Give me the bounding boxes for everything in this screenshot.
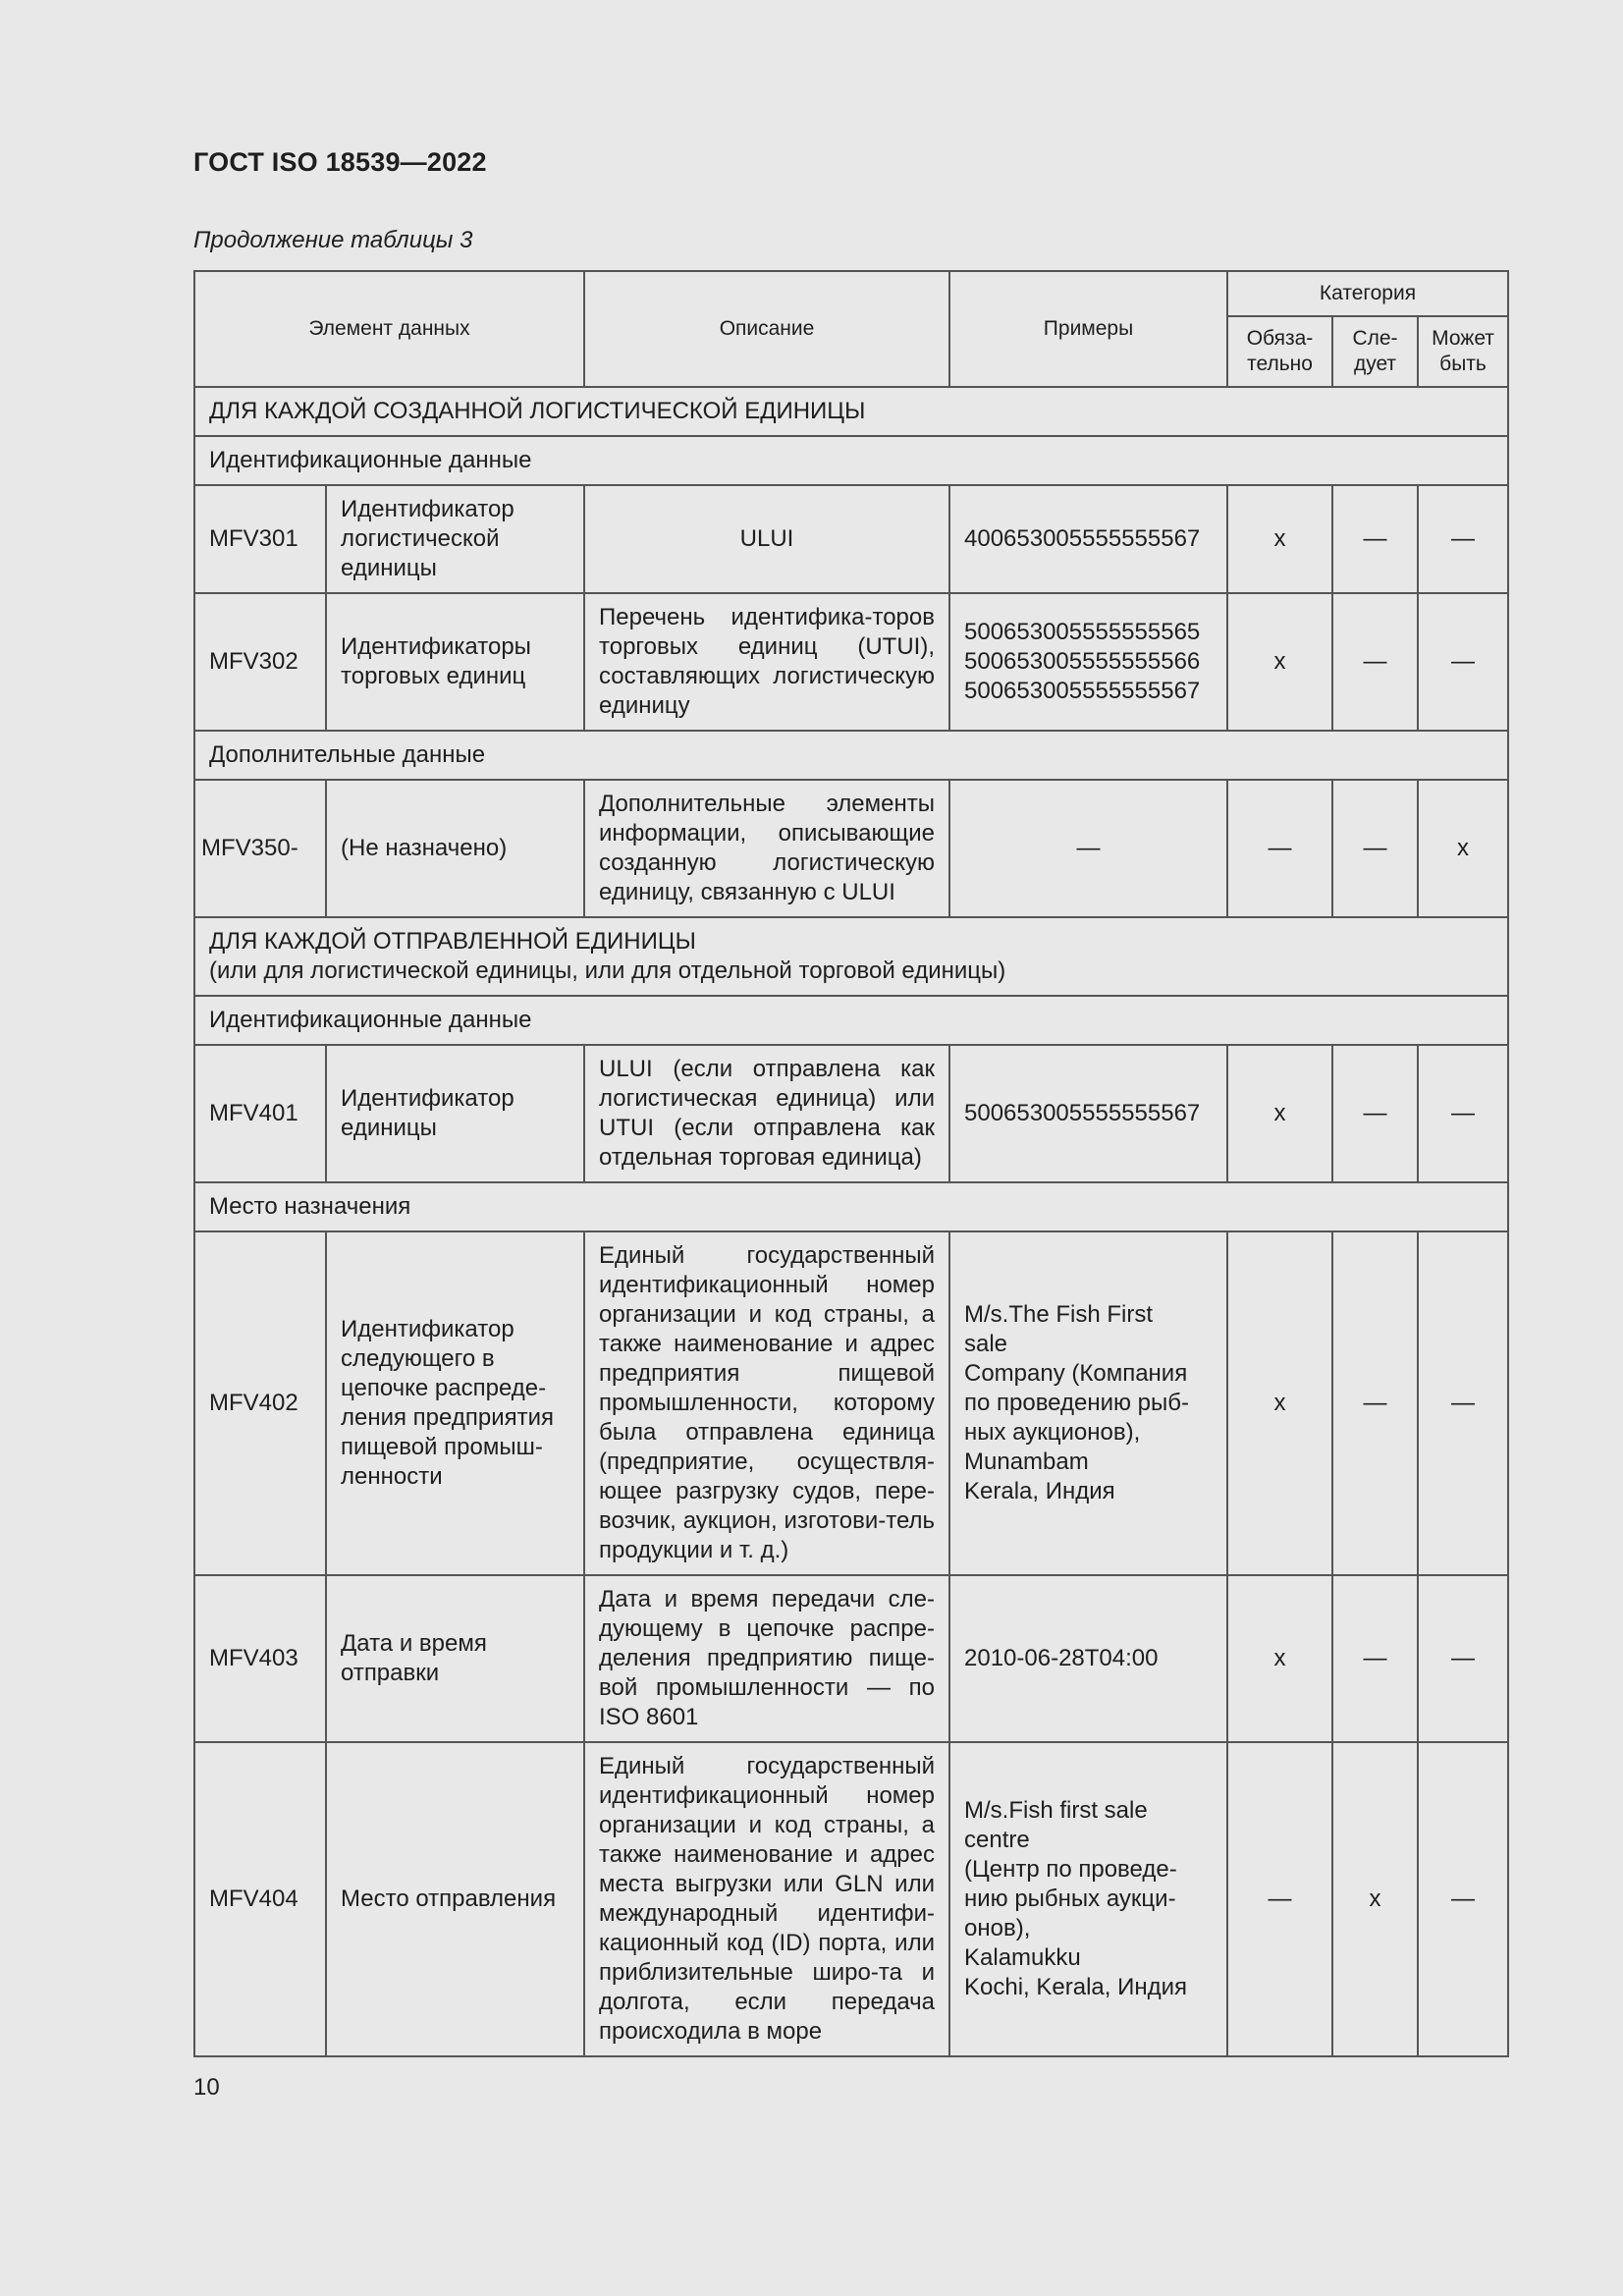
row-code: MFV404 [194,1742,326,2056]
row-examples: 2010-06-28T04:00 [949,1575,1227,1742]
row-description: Дополнительные элементы информации, описывающие созданную логистическую единицу, связанную с ULUI [584,780,949,917]
row-examples: M/s.The Fish First sale Company (Компания по проведению рыб- ных аукционов), Munambam Kerala, Индия [949,1231,1227,1575]
data-table [193,270,1509,2057]
row-examples: — [949,780,1227,917]
table-row [194,485,1508,593]
section-created-logistic-unit: ДЛЯ КАЖДОЙ СОЗДАННОЙ ЛОГИСТИЧЕСКОЙ ЕДИНИЦЫ [194,387,1508,436]
row-description: Единый государственный идентификационный номер организации и код страны, а также наименование и адрес предприятия пищевой промышленности, которому была отправлена единица (предприятие, осуществля-ющее разгрузку судов, пере-возчик, аукцион, изготови-тель продукции и т. д.) [584,1231,949,1575]
row-may: x [1418,780,1508,917]
document-header: ГОСТ ISO 18539—2022 [193,147,487,177]
page-number: 10 [193,2074,220,2101]
row-description: Перечень идентифика-торов торговых единиц (UTUI), составляющих логистическую единицу [584,593,949,731]
section-shipped-unit-title: ДЛЯ КАЖДОЙ ОТПРАВЛЕННОЙ ЕДИНИЦЫ [209,928,696,955]
row-description: ULUI (если отправлена как логистическая единица) или UTUI (если отправлена как отдельная торговая единица) [584,1045,949,1182]
table-row [194,780,1508,917]
row-name: (Не назначено) [326,780,584,917]
row-should: — [1332,1045,1418,1182]
row-name: Идентификатор единицы [326,1045,584,1182]
row-code: MFV301 [194,485,326,593]
row-mandatory: x [1227,1231,1332,1575]
row-should: — [1332,780,1418,917]
row-examples: 400653005555555567 [949,485,1227,593]
table-row [194,593,1508,731]
table-row [194,1231,1508,1575]
row-code: MFV302 [194,593,326,731]
table-row [194,1575,1508,1742]
header-may: Может быть [1418,316,1508,387]
subsection-identification-2: Идентификационные данные [194,996,1508,1045]
row-code: MFV403 [194,1575,326,1742]
row-should: — [1332,1575,1418,1742]
row-examples: 500653005555555567 [949,1045,1227,1182]
row-name: Идентификаторы торговых единиц [326,593,584,731]
row-may: — [1418,485,1508,593]
row-may: — [1418,1742,1508,2056]
row-should: — [1332,485,1418,593]
row-description: Дата и время передачи сле-дующему в цепочке распре-деления предприятию пище-вой промышленности — по ISO 8601 [584,1575,949,1742]
row-mandatory: x [1227,485,1332,593]
subsection-identification: Идентификационные данные [194,436,1508,485]
section-shipped-unit-subtitle: (или для логистической единицы, или для отдельной торговой единицы) [209,957,1006,984]
row-mandatory: x [1227,1575,1332,1742]
row-may: — [1418,1045,1508,1182]
row-code: MFV350- [194,780,326,917]
row-code: MFV401 [194,1045,326,1182]
section-shipped-unit [194,917,1508,996]
row-examples: 500653005555555565 500653005555555566 500653005555555567 [949,593,1227,731]
row-description: Единый государственный идентификационный номер организации и код страны, а также наименование и адрес места выгрузки или GLN или международный идентифи-кационный код (ID) порта, или приблизительные широ-та и долгота, если передача происходила в море [584,1742,949,2056]
header-should: Сле- дует [1332,316,1418,387]
row-may: — [1418,1575,1508,1742]
row-description: ULUI [584,485,949,593]
header-description: Описание [584,271,949,387]
header-category: Категория [1227,271,1508,316]
row-should: x [1332,1742,1418,2056]
subsection-additional: Дополнительные данные [194,731,1508,780]
table-caption: Продолжение таблицы 3 [193,227,473,253]
row-mandatory: — [1227,780,1332,917]
row-may: — [1418,1231,1508,1575]
header-mandatory: Обяза- тельно [1227,316,1332,387]
subsection-destination: Место назначения [194,1182,1508,1231]
row-name: Дата и время отправки [326,1575,584,1742]
row-code: MFV402 [194,1231,326,1575]
header-examples: Примеры [949,271,1227,387]
row-name: Идентификатор следующего в цепочке распреде- ления предприятия пищевой промыш- ленности [326,1231,584,1575]
row-mandatory: — [1227,1742,1332,2056]
row-name: Идентификатор логистической единицы [326,485,584,593]
row-may: — [1418,593,1508,731]
row-name: Место отправления [326,1742,584,2056]
row-should: — [1332,593,1418,731]
row-examples: M/s.Fish first sale centre (Центр по проведе- нию рыбных аукци- онов), Kalamukku Kochi, Kerala, Индия [949,1742,1227,2056]
row-should: — [1332,1231,1418,1575]
row-mandatory: x [1227,593,1332,731]
table-row [194,1742,1508,2056]
header-element: Элемент данных [194,271,584,387]
table-row [194,1045,1508,1182]
row-mandatory: x [1227,1045,1332,1182]
